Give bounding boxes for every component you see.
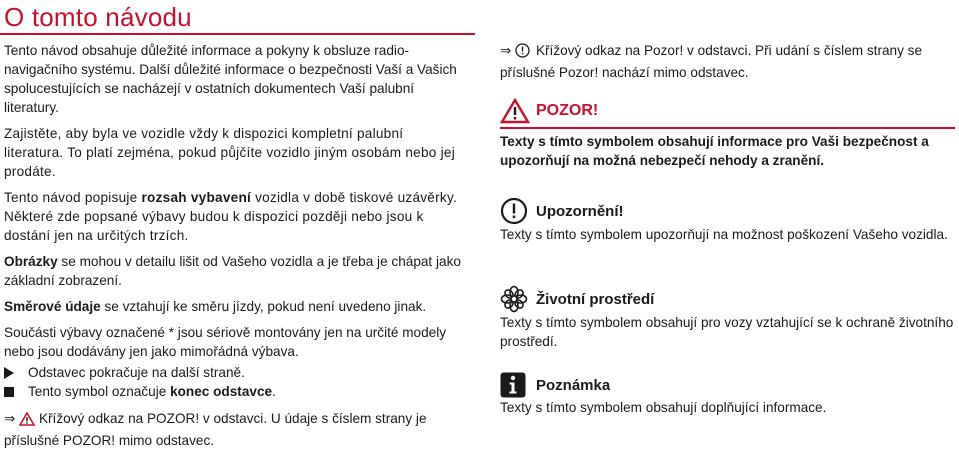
- continue-text: Odstavec pokračuje na další straně.: [28, 365, 245, 380]
- warning-triangle-icon: [19, 412, 35, 431]
- images-paragraph: Obrázky se mohou v detailu lišit od Vašeho vozidla a je třeba je chápat jako základní zobrazení.: [4, 254, 461, 288]
- pozor-block: [500, 97, 955, 170]
- pozor-title: POZOR!: [536, 102, 599, 119]
- direction-paragraph: Směrové údaje se vztahují ke směru jízdy, pokud není uvedeno jinak.: [4, 299, 427, 314]
- equipment-paragraph: Součásti výbavy označené * jsou sériově montovány jen na určité modely nebo jsou dodávány jen jako mimořádná výbava.: [4, 325, 447, 359]
- environment-text: Texty s tímto symbolem obsahují pro vozy vztahující se k ochraně životního prostředí.: [500, 315, 954, 349]
- continue-row: [4, 363, 464, 382]
- scope-paragraph: Tento návod popisuje rozsah vybavení vozidla v době tiskové uzávěrky. Některé zde popsané výbavy budou k dispozici později nebo jsou k dostání jen na určitých trzích.: [4, 190, 458, 243]
- end-text: Tento symbol označuje konec odstavce.: [28, 384, 276, 399]
- upozorneni-title: Upozornění!: [536, 202, 624, 220]
- left-column: [4, 41, 464, 450]
- pozor-rule: [500, 127, 955, 129]
- right-cross-reference: ⇒ Křížový odkaz na Pozor! v odstavci. Při udání s číslem strany se příslušné Pozor! nachází mimo odstavec.: [500, 43, 923, 80]
- note-text: Texty s tímto symbolem obsahují doplňující informace.: [500, 400, 827, 415]
- end-row: [4, 382, 464, 401]
- pozor-text: Texty s tímto symbolem obsahují informace pro Vaši bezpečnost a upozorňují na možná nebezpečí nehody a zranění.: [500, 134, 929, 168]
- note-section: [500, 372, 955, 417]
- note-title: Poznámka: [536, 376, 611, 394]
- flower-icon: [500, 285, 536, 313]
- exclamation-circle-icon: [515, 43, 530, 63]
- double-arrow-icon: ⇒: [500, 43, 512, 58]
- square-bullet-icon: [4, 387, 28, 397]
- intro-paragraph: Tento návod obsahuje důležité informace a pokyny k obsluze radio-navigačního systému. Další důležité informace o bezpečnosti Vaší a Vašich spolucestujících se nacházejí v ostatních dokumentech Vaší palubní literatury.: [4, 43, 457, 115]
- environment-title: Životní prostředí: [536, 290, 655, 308]
- literature-paragraph: Zajistěte, aby byla ve vozidle vždy k dispozici kompletní palubní literatura. To platí zejména, pokud půjčíte vozidlo jiným osobám nebo jej prodáte.: [4, 126, 455, 179]
- upozorneni-section: [500, 197, 955, 244]
- pozor-heading: [500, 97, 955, 125]
- page-title: O tomto návodu: [4, 2, 192, 32]
- exclamation-circle-icon: [500, 197, 536, 225]
- double-arrow-icon: ⇒: [4, 411, 16, 426]
- warning-triangle-icon: [500, 98, 536, 124]
- environment-section: [500, 285, 955, 351]
- upozorneni-text: Texty s tímto symbolem upozorňují na možnost poškození Vašeho vozidla.: [500, 227, 948, 242]
- info-icon: [500, 372, 536, 398]
- title-rule: [0, 33, 475, 35]
- arrow-right-icon: [4, 367, 28, 379]
- cross-reference-paragraph: ⇒ Křížový odkaz na POZOR! v odstavci. U údaje s číslem strany je příslušné POZOR! mimo odstavec.: [4, 411, 427, 448]
